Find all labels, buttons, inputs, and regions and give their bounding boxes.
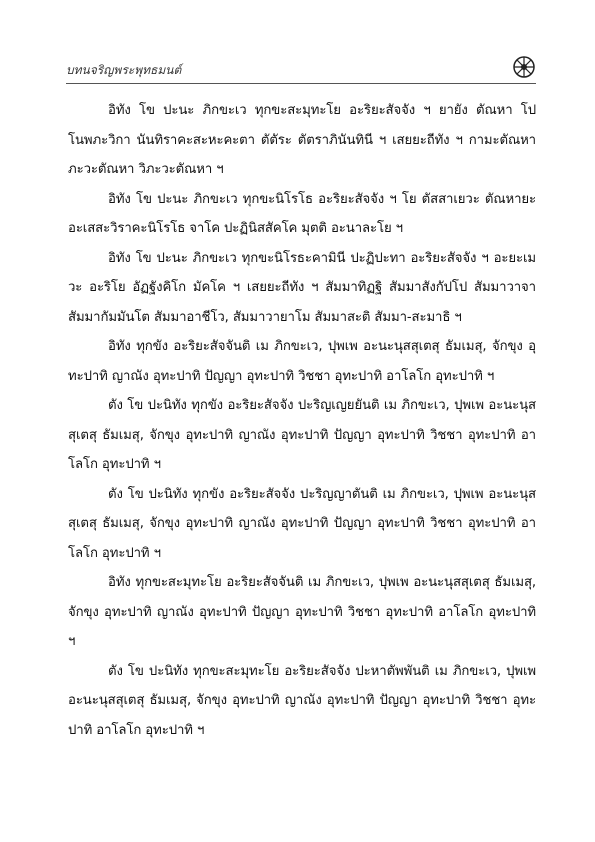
paragraph: อิทัง ทุกขัง อะริยะสัจจันติ เม ภิกขะเว, ปุพเพ อะนะนุสสุเตสุ ธัมเมสุ, จักขุง อุทะปาทิ ญาณัง อุทะปาทิ ปัญญา อุทะปาทิ วิชชา อุทะปาทิ อาโลโก อุทะปาทิ ฯ — [68, 339, 536, 384]
paragraph: อิทัง โข ปะนะ ภิกขะเว ทุกขะนิโรโธ อะริยะสัจจัง ฯ โย ตัสสาเยวะ ตัณหายะ อะเสสะวิราคะนิโรโธ จาโค ปะฏินิสสัคโค มุตติ อะนาละโย ฯ — [68, 191, 536, 236]
page-header — [66, 55, 536, 85]
paragraph: อิทัง โข ปะนะ ภิกขะเว ทุกขะนิโรธะคามินี ปะฏิปะทา อะริยะสัจจัง ฯ อะยะเมวะ อะริโย อัฏฐังคิโก มัคโค ฯ เสยยะถีทัง ฯ สัมมาทิฏฐิ สัมมาสังกัปโป สัมมาวาจา สัมมากัมมันโต สัมมาอาชีโว, สัมมาวายาโม สัมมาสะติ สัมมา-สะมาธิ ฯ — [68, 250, 536, 325]
paragraph: อิทัง โข ปะนะ ภิกขะเว ทุกขะสะมุทะโย อะริยะสัจจัง ฯ ยายัง ตัณหา โปโนพภะวิกา นันทิราคะสะหะคะตา ตัตัระ ตัตราภินันทินี ฯ เสยยะถีทัง ฯ กามะตัณหา ภะวะตัณหา วิภะวะตัณหา ฯ — [68, 103, 536, 177]
paragraph: อิทัง ทุกขะสะมุทะโย อะริยะสัจจันติ เม ภิกขะเว, ปุพเพ อะนะนุสสุเตสุ ธัมเมสุ, จักขุง อุทะปาทิ ญาณัง อุทะปาทิ ปัญญา อุทะปาทิ วิชชา อุทะปาทิ อาโลโก อุทะปาทิ ฯ — [68, 575, 536, 649]
header-divider — [66, 83, 536, 84]
paragraph: ตัง โข ปะนิทัง ทุกขัง อะริยะสัจจัง ปะริญเญยยันติ เม ภิกขะเว, ปุพเพ อะนะนุสสุเตสุ ธัมเมสุ, จักขุง อุทะปาทิ ญาณัง อุทะปาทิ ปัญญา อุทะปาทิ วิชชา อุทะปาทิ อาโลโก อุทะปาทิ ฯ — [68, 398, 536, 472]
chant-text — [68, 96, 536, 745]
running-title: บทนจริญพระพุทธมนต์ — [66, 63, 182, 77]
paragraph: ตัง โข ปะนิทัง ทุกขัง อะริยะสัจจัง ปะริญญาตันติ เม ภิกขะเว, ปุพเพ อะนะนุสสุเตสุ ธัมเมสุ, จักขุง อุทะปาทิ ญาณัง อุทะปาทิ ปัญญา อุทะปาทิ วิชชา อุทะปาทิ อาโลโก อุทะปาทิ ฯ — [68, 486, 536, 561]
paragraph: ตัง โข ปะนิทัง ทุกขะสะมุทะโย อะริยะสัจจัง ปะหาตัพพันติ เม ภิกขะเว, ปุพเพ อะนะนุสสุเตสุ ธัมเมสุ, จักขุง อุทะปาทิ ญาณัง อุทะปาทิ ปัญญา อุทะปาทิ วิชชา อุทะปาทิ อาโลโก อุทะปาทิ ฯ — [68, 663, 536, 738]
dharma-wheel-icon — [512, 55, 536, 79]
